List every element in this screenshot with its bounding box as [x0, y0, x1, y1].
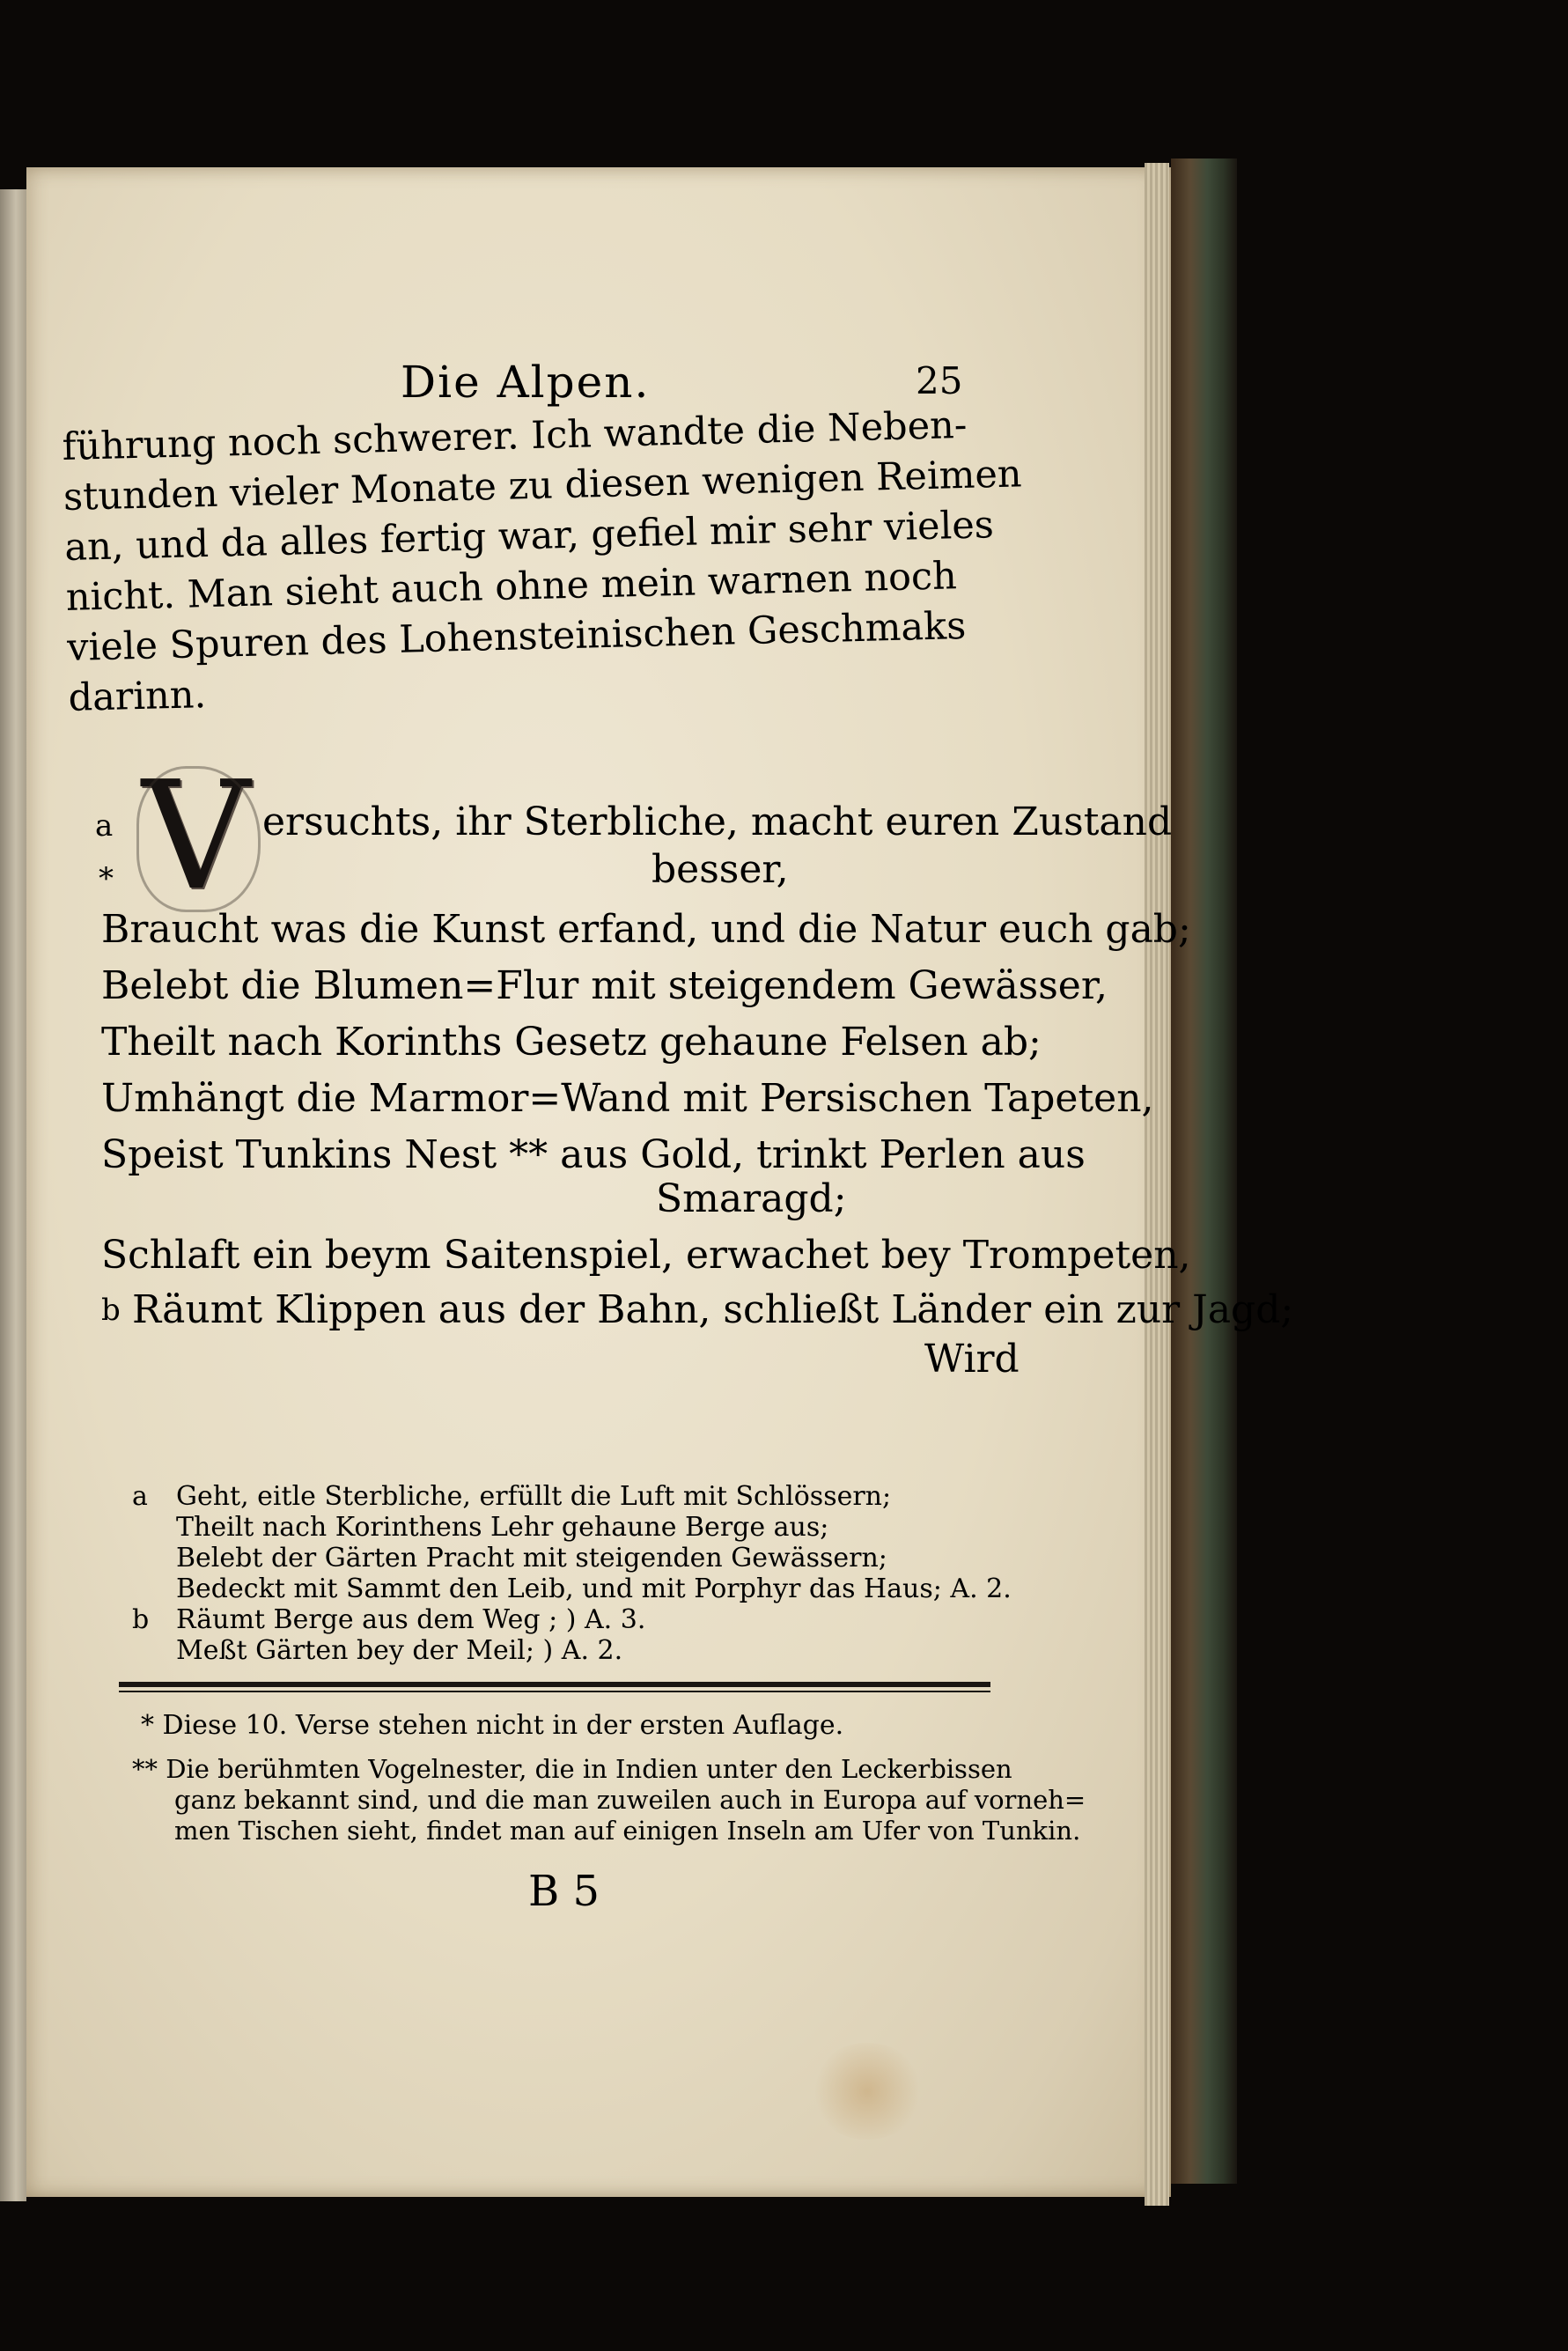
- book-binding: [1171, 158, 1237, 2184]
- prose-line: führung noch schwerer. Ich wandte die Neben-: [62, 402, 968, 469]
- verse-line-continuation: besser,: [651, 847, 789, 892]
- footnote-line: ganz bekannt sind, und die man zuweilen auch in Europa auf vorneh=: [174, 1785, 1086, 1815]
- footnote-marker-star: *: [99, 861, 114, 896]
- variant-line: Meßt Gärten bey der Meil; ) A. 2.: [176, 1635, 623, 1666]
- footnote-double-star: [132, 1754, 1086, 1846]
- variant-readings-a: [176, 1481, 1012, 1604]
- variant-line: Geht, eitle Sterbliche, erfüllt die Luft mit Schlössern;: [176, 1481, 892, 1512]
- variant-marker-a: a: [95, 808, 114, 844]
- variant-marker-b-note: b: [132, 1604, 150, 1635]
- variant-line: Theilt nach Korinthens Lehr gehaune Berge aus;: [176, 1512, 829, 1543]
- footnote-single-star: * Diese 10. Verse stehen nicht in der ersten Auflage.: [141, 1710, 844, 1741]
- prose-line: nicht. Man sieht auch ohne mein warnen noch: [65, 554, 958, 620]
- verse-line: Braucht was die Kunst erfand, und die Natur euch gab;: [101, 907, 1191, 952]
- running-head: Die Alpen.: [401, 357, 651, 408]
- footnote-line: men Tischen sieht, findet man auf einigen Inseln am Ufer von Tunkin.: [174, 1816, 1081, 1846]
- paper-stain: [810, 2043, 924, 2140]
- facing-page-edge: [0, 189, 26, 2201]
- verse-line: Umhängt die Marmor=Wand mit Persischen Tapeten,: [101, 1076, 1154, 1121]
- catchword: Wird: [924, 1337, 1020, 1382]
- variant-line: Räumt Berge aus dem Weg ; ) A. 3.: [176, 1604, 646, 1635]
- verse-line: Theilt nach Korinths Gesetz gehaune Felsen ab;: [101, 1020, 1042, 1065]
- footnote-rule-thin: [119, 1691, 990, 1692]
- prose-line: darinn.: [68, 673, 207, 720]
- verse-line: Schlaft ein beym Saitenspiel, erwachet bey Trompeten,: [101, 1233, 1191, 1278]
- variant-readings-b: [176, 1604, 645, 1666]
- prose-line: viele Spuren des Lohensteinischen Geschmaks: [66, 603, 967, 670]
- prose-line: an, und da alles fertig war, gefiel mir sehr vieles: [63, 503, 995, 570]
- page-block-edges: [1145, 163, 1169, 2206]
- variant-marker-a-note: a: [132, 1481, 148, 1512]
- page-number: 25: [916, 359, 963, 402]
- signature-mark: B 5: [528, 1867, 600, 1916]
- prose-line: stunden vieler Monate zu diesen wenigen Reimen: [63, 452, 1023, 520]
- variant-line: Bedeckt mit Sammt den Leib, und mit Porphyr das Haus; A. 2.: [176, 1573, 1012, 1604]
- variant-marker-b: b: [101, 1293, 121, 1328]
- prose-paragraph: [62, 400, 1023, 724]
- verse-line: ersuchts, ihr Sterbliche, macht euren Zustand: [262, 800, 1173, 844]
- variant-line: Belebt der Gärten Pracht mit steigenden Gewässern;: [176, 1543, 887, 1573]
- footnote-rule: [119, 1682, 990, 1687]
- verse-line: Belebt die Blumen=Flur mit steigendem Gewässer,: [101, 963, 1108, 1008]
- footnote-line: ** Die berühmten Vogelnester, die in Indien unter den Leckerbissen: [132, 1754, 1012, 1784]
- drop-cap-initial: V: [132, 757, 260, 916]
- verse-line-continuation: Smaragd;: [656, 1176, 847, 1221]
- verse-line: Speist Tunkins Nest ** aus Gold, trinkt Perlen aus: [101, 1132, 1086, 1177]
- verse-line: Räumt Klippen aus der Bahn, schließt Länder ein zur Jagd;: [132, 1287, 1294, 1332]
